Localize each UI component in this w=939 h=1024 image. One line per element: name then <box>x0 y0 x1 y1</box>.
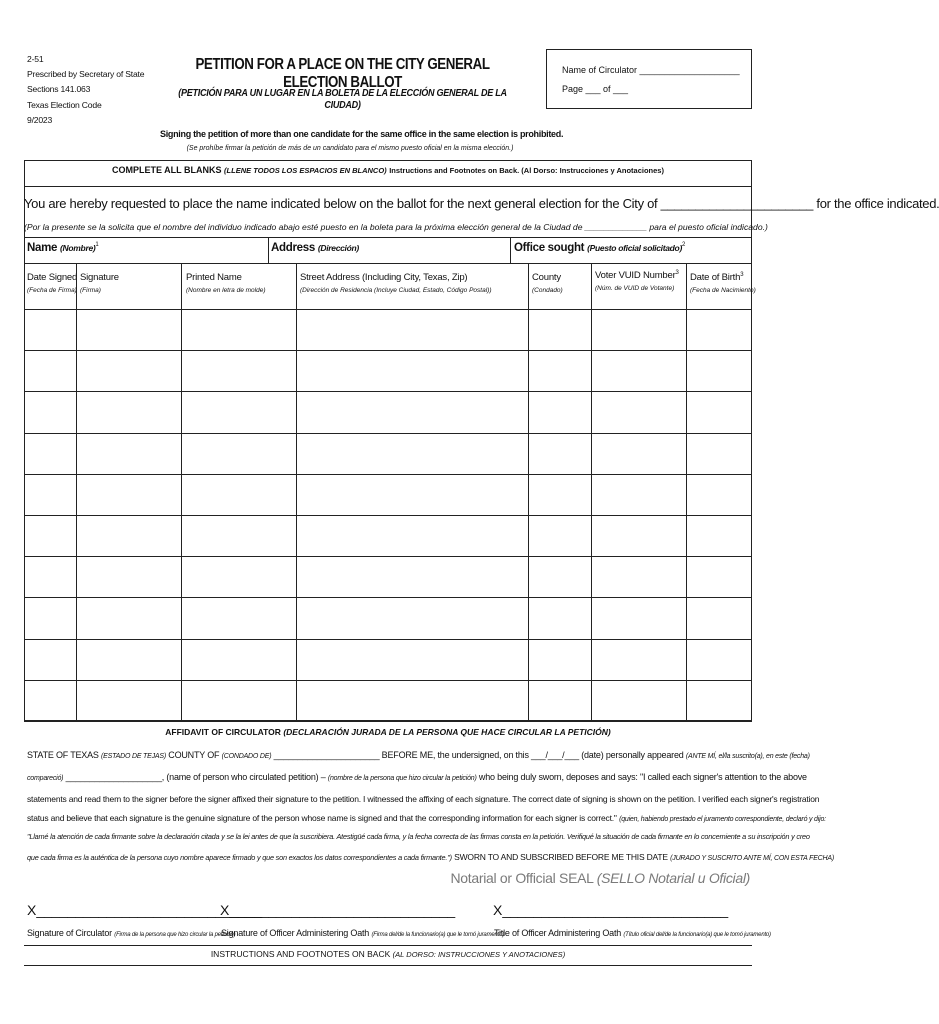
col-county: County (Condado) <box>532 272 563 294</box>
warning-text-spanish: (Se prohíbe firmar la petición de más de un candidato para el mismo puesto oficial en la misma elección.) <box>186 145 514 152</box>
col-printed-name: Printed Name (Nombre en letra de molde) <box>186 272 266 294</box>
candidate-address-label[interactable]: Address (Dirección) <box>271 242 359 254</box>
notary-seal-label: Notarial or Official SEAL (SELLO Notarial u Oficial) <box>450 870 750 886</box>
officer-title-label: Title of Officer Administering Oath (Título oficial del/de la funcionario(a) que le tomó juramento) <box>494 928 771 938</box>
instructions-note: Instructions and Footnotes on Back. (Al Dorso: Instrucciones y Anotaciones) <box>389 166 664 175</box>
circulator-signature-label: Signature of Circulator (Firma de la persona que hizo circular la petición) <box>27 928 236 938</box>
code-text: Texas Election Code <box>27 99 102 110</box>
form-number: 2-51 <box>27 54 44 64</box>
affidavit-title: AFFIDAVIT OF CIRCULATOR (DECLARACIÓN JURADA DE LA PERSONA QUE HACE CIRCULAR LA PETICIÓN) <box>165 727 611 737</box>
affidavit-line-3: statements and read them to the signer before the signer affixed their signature to the petition. I witnessed the affixing of each signature. The correct date of signing is shown on the petition. I verified each signer's registration <box>27 794 820 804</box>
table-row-line <box>24 350 752 351</box>
table-row-line <box>24 721 752 722</box>
col-voter-vuid: Voter VUID Number$^3$ (Núm. de VUID de Votante) <box>595 270 679 293</box>
table-row-line <box>24 680 752 681</box>
circulator-signature-line[interactable]: X_____________________________ <box>27 902 263 918</box>
officer-signature-label: Signature of Officer Administering Oath (Firma del/de la funcionario(a) que le tomó juramento) <box>221 928 505 938</box>
col-signature: Signature (Firma) <box>80 272 119 294</box>
table-row-line <box>24 391 752 392</box>
complete-label: COMPLETE ALL BLANKS <box>112 165 222 175</box>
col-date-signed: Date Signed (Fecha de Firma) <box>27 272 78 294</box>
form-info <box>27 52 144 128</box>
complete-label-spanish: (LLENE TODOS LOS ESPACIOS EN BLANCO) <box>224 166 387 175</box>
affidavit-line-5: "Llamé la atención de cada firmante sobre la declaración citada y se la lei antes de que la suscribiera. Atestigüé cada firma, y la fecha correcta de las firmas consta en la petición. Verifiqué la situación de cada firmante en lo concerniente a su inscripción y creo <box>27 832 810 841</box>
circulator-box <box>546 49 752 109</box>
circulator-name-field[interactable]: Name of Circulator ____________________ <box>562 65 740 75</box>
footer-instructions: INSTRUCTIONS AND FOOTNOTES ON BACK (AL DORSO: INSTRUCCIONES Y ANOTACIONES) <box>210 949 566 959</box>
affidavit-line-6: que cada firma es la auténtica de la persona cuyo nombre aparece firmado y que son exactos los datos correspondientes a cada firmante.") SWORN TO AND SUBSCRIBED BEFORE ME THIS DATE (JURADO Y SUSCRITO ANTE MÍ, CON ESTA FECHA) <box>27 852 834 862</box>
request-text-spanish: (Por la presente se la solicita que el nombre del individuo indicado abajo esté puesto en la boleta para la próxima elección general de la Ciudad de _____________ para el puesto oficial indicado.) <box>24 222 768 232</box>
affidavit-line-4: status and believe that each signature is the genuine signature of the person whose name is signed and that the corresponding information for each signer is correct." (quien, habiendo prestado el juramento correspondiente, declaró y dijo: <box>27 813 826 823</box>
affidavit-line-2: compareció) ____________________, (name of person who circulated petition) – (nombre de la persona que hizo circular la petición) who being duly sworn, deposes and says: "I called each signer's attention to the above <box>27 772 807 782</box>
table-row-line <box>24 309 752 310</box>
affidavit-line-1: STATE OF TEXAS (ESTADO DE TEJAS) COUNTY OF (CONDADO DE) ______________________ BEFORE ME, the undersigned, on this ___/___/___ (date) personally appeared (ANTE MÍ, el/la suscrito(a), en este (fecha) <box>27 750 810 760</box>
table-row-line <box>24 474 752 475</box>
page-number-field[interactable]: Page ___ of ___ <box>562 84 629 94</box>
page-title-spanish: (PETICIÓN PARA UN LUGAR EN LA BOLETA DE LA ELECCIÓN GENERAL DE LA CIUDAD) <box>178 87 507 111</box>
officer-title-line[interactable]: X_____________________________ <box>493 902 729 918</box>
complete-all-blanks <box>24 165 752 175</box>
prescribed-text: Prescribed by Secretary of State <box>27 69 145 80</box>
table-row-line <box>24 515 752 516</box>
sections-text: Sections 141.063 <box>27 84 91 95</box>
table-row-line <box>24 597 752 598</box>
table-row-line <box>24 639 752 640</box>
table-row-line <box>24 556 752 557</box>
page-title: PETITION FOR A PLACE ON THE CITY GENERAL ELECTION BALLOT <box>195 56 490 91</box>
revision-date: 9/2023 <box>27 114 53 125</box>
request-text: You are hereby requested to place the name indicated below on the ballot for the next general election for the City of ______________________ for the office indicated. <box>24 196 939 211</box>
table-row-line <box>24 433 752 434</box>
warning-text: Signing the petition of more than one candidate for the same office in the same election is prohibited. <box>160 129 564 139</box>
col-date-of-birth: Date of Birth$^3$ (Fecha de Nacimiento) <box>690 272 756 295</box>
col-street-address: Street Address (Including City, Texas, Zip) (Dirección de Residencia (Incluye Ciudad, Estado, Código Postal)) <box>300 272 492 294</box>
officer-signature-line[interactable]: X_____________________________ <box>220 902 456 918</box>
office-sought-label[interactable]: Office sought (Puesto oficial solicitado)$^2$ <box>514 242 686 254</box>
candidate-name-label[interactable]: Name (Nombre)$^1$ <box>27 242 99 254</box>
